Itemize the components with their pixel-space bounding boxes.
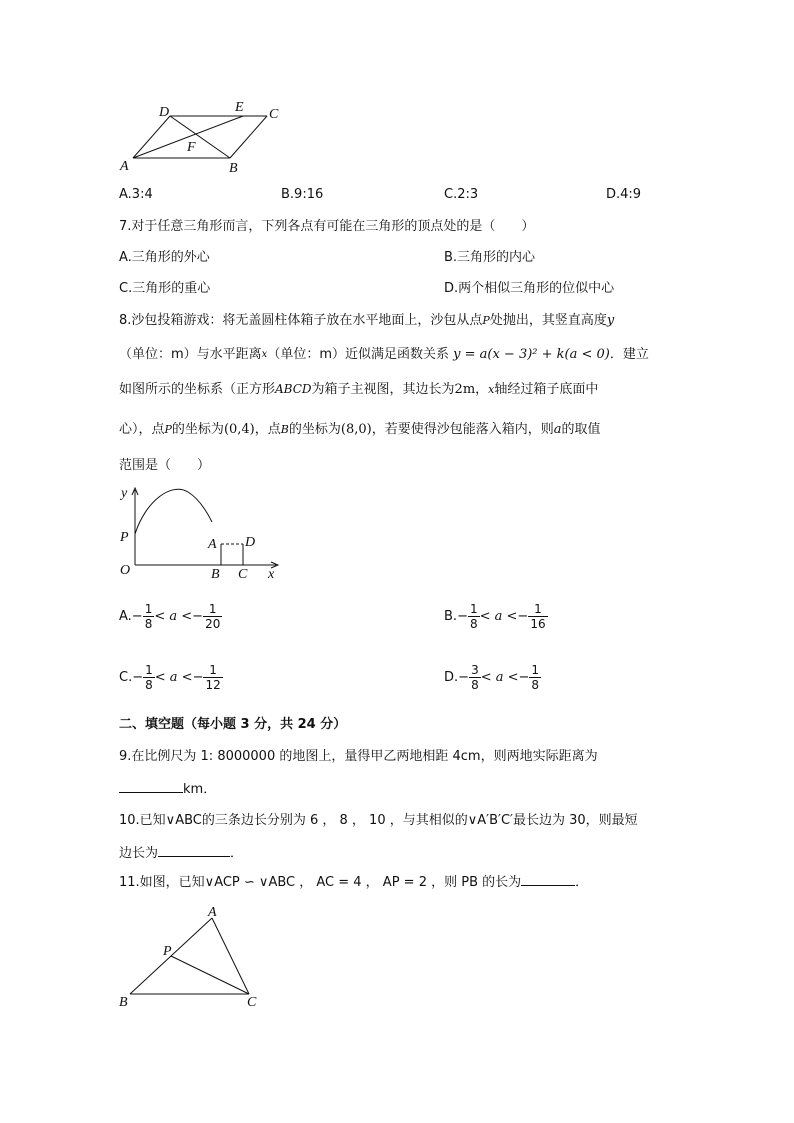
- q11-triangle-figure: [115, 902, 275, 1014]
- label-b: B: [119, 995, 128, 1010]
- q8-text: 处抛出，其竖直高度: [489, 313, 607, 328]
- q8-text: 的取值: [561, 422, 601, 437]
- label-b: B: [229, 161, 238, 176]
- denominator: 8: [145, 678, 153, 692]
- var-x: x: [261, 349, 268, 360]
- fraction: [469, 663, 481, 692]
- q7-option-c[interactable]: C.三角形的重心: [119, 281, 211, 296]
- label-p: P: [120, 530, 129, 545]
- denominator: 12: [205, 678, 221, 692]
- label-p: P: [163, 944, 172, 959]
- q6-parallelogram-figure: [115, 98, 290, 178]
- numerator: 1: [203, 602, 222, 617]
- q8-text: 的坐标为: [171, 422, 224, 437]
- q7-stem: 7.对于任意三角形而言，下列各点有可能在三角形的顶点处的是（ ）: [119, 219, 535, 234]
- q8-text: 8.沙包投箱游戏：将无盖圆柱体箱子放在水平地面上，沙包从点: [119, 313, 483, 328]
- q6-option-b[interactable]: B.9:16: [281, 187, 324, 202]
- q8-line-4: [119, 421, 601, 439]
- var-b: B: [280, 423, 289, 436]
- inequality: < a <: [479, 609, 518, 624]
- var-x: x: [488, 383, 495, 396]
- numerator: 1: [531, 663, 540, 677]
- label-y: y: [121, 486, 128, 501]
- q6-option-a[interactable]: A.3:4: [119, 187, 153, 202]
- label-c: C: [247, 995, 257, 1010]
- minus-sign: −: [457, 609, 468, 624]
- var-a: a: [553, 422, 562, 437]
- q8-line-3: [119, 380, 598, 399]
- answer-blank[interactable]: [521, 873, 575, 886]
- q8-text: （单位：m）近似满足函数关系: [267, 347, 449, 362]
- label-d: D: [245, 535, 256, 550]
- denominator: 8: [469, 617, 478, 631]
- denominator: 8: [144, 617, 153, 631]
- q8-text: 如图所示的坐标系（正方形: [119, 382, 276, 397]
- option-label: B.: [444, 609, 458, 624]
- label-c: C: [269, 107, 279, 122]
- label-o: O: [120, 563, 131, 578]
- denominator: 8: [531, 678, 540, 692]
- q11-end: ．: [575, 875, 589, 890]
- q9-line-2: [119, 780, 216, 799]
- numerator: 1: [469, 602, 478, 616]
- q8-text: ，若要使得沙包能落入箱内，则: [371, 422, 554, 437]
- minus-sign: −: [458, 670, 470, 685]
- q8-option-c[interactable]: [119, 661, 223, 695]
- inequality: < a <: [154, 609, 193, 624]
- fraction: [529, 663, 541, 692]
- segment-db: [170, 116, 230, 158]
- minus-sign: −: [131, 609, 143, 624]
- label-a: A: [120, 159, 129, 174]
- q9-unit: km．: [183, 782, 217, 797]
- label-x: x: [268, 567, 275, 582]
- q11-line-1: [119, 873, 588, 892]
- edge-ac: [212, 918, 249, 994]
- square-label: ABCD: [275, 382, 312, 396]
- option-label: D.: [444, 670, 459, 685]
- q8-line-5: 范围是（ ）: [119, 458, 211, 473]
- label-d: D: [159, 105, 170, 120]
- option-label: C.: [119, 670, 133, 685]
- q8-option-b[interactable]: [444, 600, 548, 634]
- var-p: P: [164, 423, 172, 436]
- fraction: [528, 602, 547, 631]
- q8-text: 为箱子主视图，其边长为: [311, 382, 455, 397]
- option-label: A.: [119, 609, 132, 624]
- denominator: 20: [205, 617, 221, 631]
- minus-sign: −: [132, 670, 144, 685]
- q10-end: ．: [230, 846, 244, 861]
- fraction: [468, 602, 480, 631]
- numerator: 1: [203, 663, 222, 678]
- q8-text: 的坐标为: [288, 422, 341, 437]
- q10-line-2: [119, 844, 243, 863]
- denominator: 8: [471, 678, 479, 692]
- section-title: 二、填空题（每小题 3 分，共 24 分）: [119, 717, 347, 732]
- label-c: C: [238, 567, 248, 582]
- q7-option-b[interactable]: B.三角形的内心: [444, 250, 536, 265]
- answer-blank[interactable]: [119, 780, 183, 793]
- q8-line-2: [119, 346, 649, 364]
- label-a: A: [208, 537, 217, 552]
- q8-text: ．建立: [609, 347, 649, 362]
- inequality: < a <: [480, 670, 519, 685]
- numerator: 1: [145, 663, 153, 677]
- q8-text: ，点: [254, 422, 281, 437]
- fraction: [143, 602, 155, 631]
- label-e: E: [235, 100, 244, 115]
- q9-line-1: 9.在比例尺为 1: 8000000 的地图上，量得甲乙两地相距 4cm，则两地实际距离为: [119, 749, 598, 764]
- numerator: 1: [144, 602, 153, 616]
- q6-option-c[interactable]: C.2:3: [444, 187, 479, 202]
- var-y: y: [606, 313, 615, 328]
- var-p: P: [482, 314, 490, 327]
- coord-p: (0,4): [223, 422, 255, 437]
- minus-sign: −: [518, 670, 530, 685]
- answer-blank[interactable]: [158, 844, 230, 857]
- q7-option-a[interactable]: A.三角形的外心: [119, 250, 210, 265]
- minus-sign: −: [192, 670, 204, 685]
- coord-b: (8,0): [340, 422, 372, 437]
- fraction: [203, 663, 222, 692]
- label-b: B: [211, 567, 220, 582]
- inequality: < a <: [154, 670, 193, 685]
- q8-coordinate-figure: [114, 482, 289, 582]
- parabola-curve: [135, 489, 212, 534]
- minus-sign: −: [192, 609, 204, 624]
- segment-pc: [171, 956, 249, 994]
- numerator: 1: [528, 602, 547, 617]
- minus-sign: −: [517, 609, 529, 624]
- side-value: 2m，: [454, 382, 489, 397]
- fraction: [203, 602, 222, 631]
- label-f: F: [187, 140, 196, 155]
- q8-text: 心），点: [119, 422, 165, 437]
- numerator: 3: [471, 663, 479, 677]
- q6-option-d[interactable]: D.4:9: [606, 187, 642, 202]
- q8-option-a[interactable]: [119, 600, 222, 634]
- q8-option-d[interactable]: [444, 661, 541, 695]
- q8-line-1: [119, 312, 614, 330]
- fraction: [143, 663, 155, 692]
- q8-formula: y = a(x − 3)² + k(a < 0): [453, 347, 610, 362]
- edge-bc: [230, 116, 267, 158]
- edge-ad: [133, 116, 170, 158]
- q8-text: （单位：m）与水平距离: [119, 347, 262, 362]
- q8-text: 轴经过箱子底面中: [494, 382, 599, 397]
- denominator: 16: [530, 617, 546, 631]
- q10-line-1: 10.已知∨ABC的三条边长分别为 6 ， 8 ， 10 ，与其相似的∨A′B′C′最长边为 30，则最短: [119, 813, 638, 828]
- q7-option-d[interactable]: D.两个相似三角形的位似中心: [444, 281, 615, 296]
- label-a: A: [208, 905, 217, 920]
- q11-text: 11.如图，已知∨ACP ∽ ∨ABC ， AC = 4 ， AP = 2 ，则 PB 的长为: [119, 875, 522, 890]
- q10-text: 边长为: [119, 846, 159, 861]
